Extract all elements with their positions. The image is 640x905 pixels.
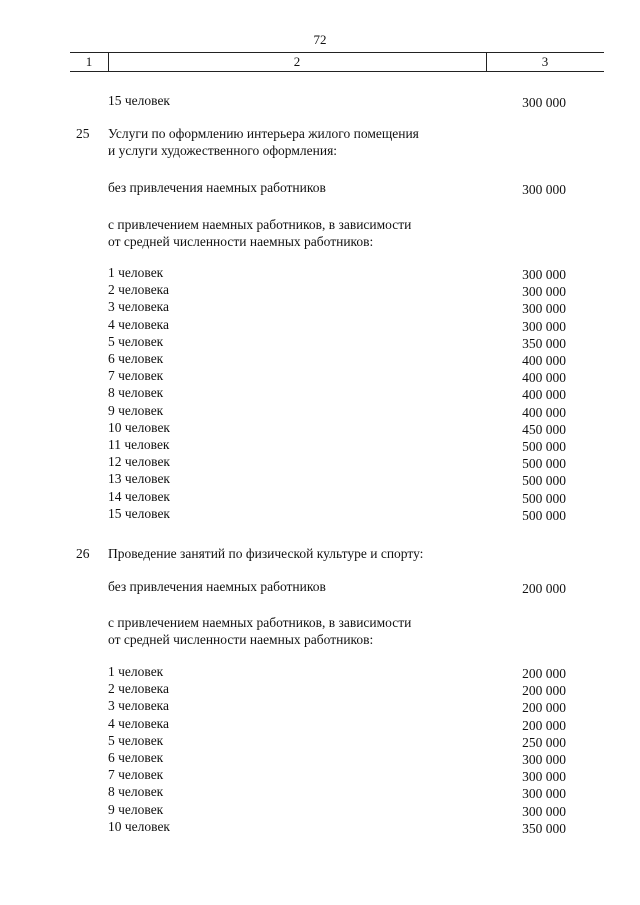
row-label: 1 человек: [108, 265, 164, 280]
row-label: 6 человек: [108, 750, 164, 765]
row-label: 5 человек: [108, 333, 164, 349]
row-value: 400 000: [522, 387, 566, 403]
row-label: 4 человека: [108, 316, 170, 332]
row-label: 3 человека: [108, 299, 170, 315]
row-label: 14 человек: [108, 488, 170, 504]
page-number: 72: [313, 32, 327, 47]
row-value: 300 000: [522, 267, 566, 282]
section-title: и услуги художественного оформления:: [108, 143, 338, 158]
row-label: 11 человек: [108, 437, 170, 452]
row-label: 12 человек: [108, 454, 170, 470]
row-label: 10 человек: [108, 818, 170, 834]
column-header-row: [70, 52, 604, 72]
row-label: 10 человек: [108, 419, 170, 435]
row-value: 500 000: [522, 490, 566, 506]
no-staff-value: 300 000: [522, 182, 566, 197]
row-label: 13 человек: [108, 471, 170, 487]
row-label: 7 человек: [108, 368, 164, 384]
row-value: 300 000: [522, 318, 566, 334]
with-staff-label: от средней численности наемных работников:: [108, 632, 374, 647]
row-value: 350 000: [522, 820, 566, 836]
row-value: 300 000: [522, 752, 566, 767]
no-staff-label: без привлечения наемных работников: [108, 579, 326, 594]
row-value: 500 000: [522, 507, 566, 523]
with-staff-label: с привлечением наемных работников, в зависимости: [108, 217, 412, 232]
row-label: 1 человек: [108, 664, 164, 679]
section-title: Услуги по оформлению интерьера жилого помещения: [108, 126, 419, 141]
row-label: 8 человек: [108, 385, 164, 401]
no-staff-label: без привлечения наемных работников: [108, 180, 326, 195]
row-value: 300 000: [522, 803, 566, 819]
header-col-2: 2: [293, 54, 301, 69]
row-label: 5 человек: [108, 732, 164, 748]
section-title: Проведение занятий по физической культуре и спорту:: [108, 546, 424, 561]
no-staff-value: 200 000: [522, 581, 566, 596]
row-label: 3 человека: [108, 698, 170, 714]
row-value: 200 000: [522, 683, 566, 699]
row-value: 300 000: [522, 95, 566, 110]
row-value: 400 000: [522, 353, 566, 368]
row-value: 300 000: [522, 769, 566, 785]
row-label: 9 человек: [108, 801, 164, 817]
row-value: 400 000: [522, 404, 566, 420]
row-value: 200 000: [522, 717, 566, 733]
row-label: 9 человек: [108, 402, 164, 418]
row-value: 500 000: [522, 456, 566, 472]
row-value: 200 000: [522, 666, 566, 681]
section-number: 26: [76, 546, 90, 561]
section-number: 25: [76, 126, 90, 141]
row-value: 300 000: [522, 301, 566, 317]
row-value: 500 000: [522, 439, 566, 454]
row-label: 15 человек: [108, 505, 170, 521]
row-label: 15 человек: [108, 93, 170, 108]
row-label: 2 человека: [108, 282, 170, 298]
row-label: 6 человек: [108, 351, 164, 366]
with-staff-label: от средней численности наемных работников:: [108, 234, 374, 249]
header-bottom-rule: [70, 71, 604, 72]
row-value: 250 000: [522, 734, 566, 750]
header-top-rule: [70, 52, 604, 53]
row-label: 2 человека: [108, 681, 170, 697]
row-value: 450 000: [522, 421, 566, 437]
row-label: 4 человека: [108, 715, 170, 731]
row-value: 350 000: [522, 335, 566, 351]
row-value: 400 000: [522, 370, 566, 386]
row-label: 7 человек: [108, 767, 164, 783]
header-col-1: 1: [85, 54, 93, 69]
with-staff-label: с привлечением наемных работников, в зависимости: [108, 615, 412, 630]
row-label: 8 человек: [108, 784, 164, 800]
header-col-3: 3: [541, 54, 549, 69]
row-value: 300 000: [522, 786, 566, 802]
row-value: 200 000: [522, 700, 566, 716]
row-value: 500 000: [522, 473, 566, 489]
row-value: 300 000: [522, 284, 566, 300]
